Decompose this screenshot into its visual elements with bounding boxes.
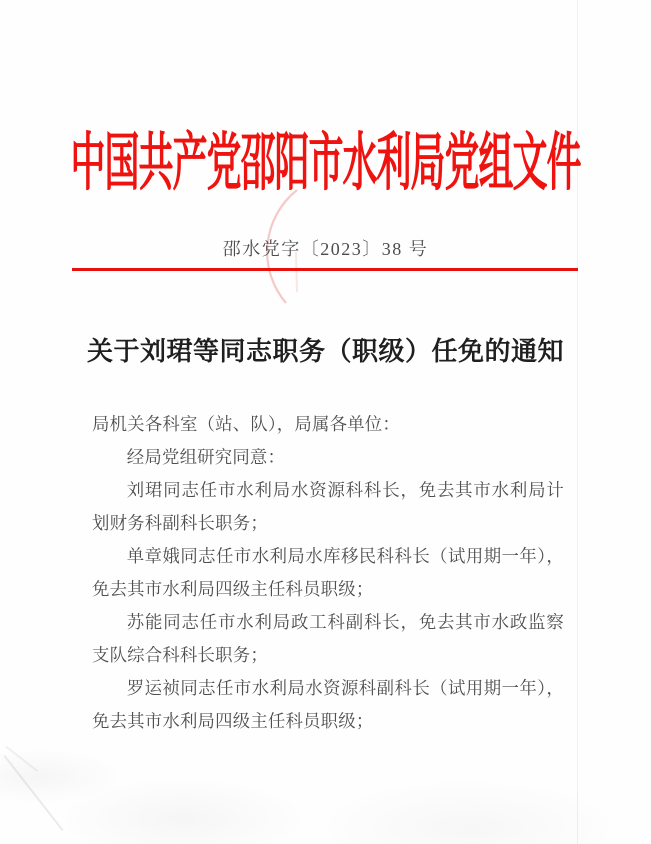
body-line: 免去其市水利局四级主任科员职级； [92, 711, 374, 731]
scan-edge-line [577, 0, 578, 844]
body-line: 划财务科副科长职务； [92, 513, 268, 533]
body-line: 刘珺同志任市水利局水资源科科长，免去其市水利局计 [126, 480, 564, 500]
org-header [0, 114, 651, 199]
document-body [92, 408, 564, 738]
body-line: 罗运祯同志任市水利局水资源科副科长（试用期一年）， [126, 678, 564, 698]
body-line: 支队综合科科长职务； [92, 645, 268, 665]
doc-number: 邵水党字〔2023〕38 号 [222, 239, 429, 259]
red-divider [72, 268, 578, 271]
body-line: 单章娥同志任市水利局水库移民科科长（试用期一年）， [126, 546, 564, 566]
salutation-line: 局机关各科室（站、队），局属各单位： [92, 414, 400, 434]
doc-title: 关于刘珺等同志职务（职级）任免的通知 [86, 337, 564, 366]
body-line: 免去其市水利局四级主任科员职级； [92, 579, 374, 599]
org-header-text: 中国共产党邵阳市水利局党组文件 [70, 128, 581, 199]
scan-crease [6, 746, 38, 772]
intro-line: 经局党组研究同意： [126, 447, 286, 467]
body-line: 苏能同志任市水利局政工科副科长，免去其市水政监察 [126, 612, 564, 632]
